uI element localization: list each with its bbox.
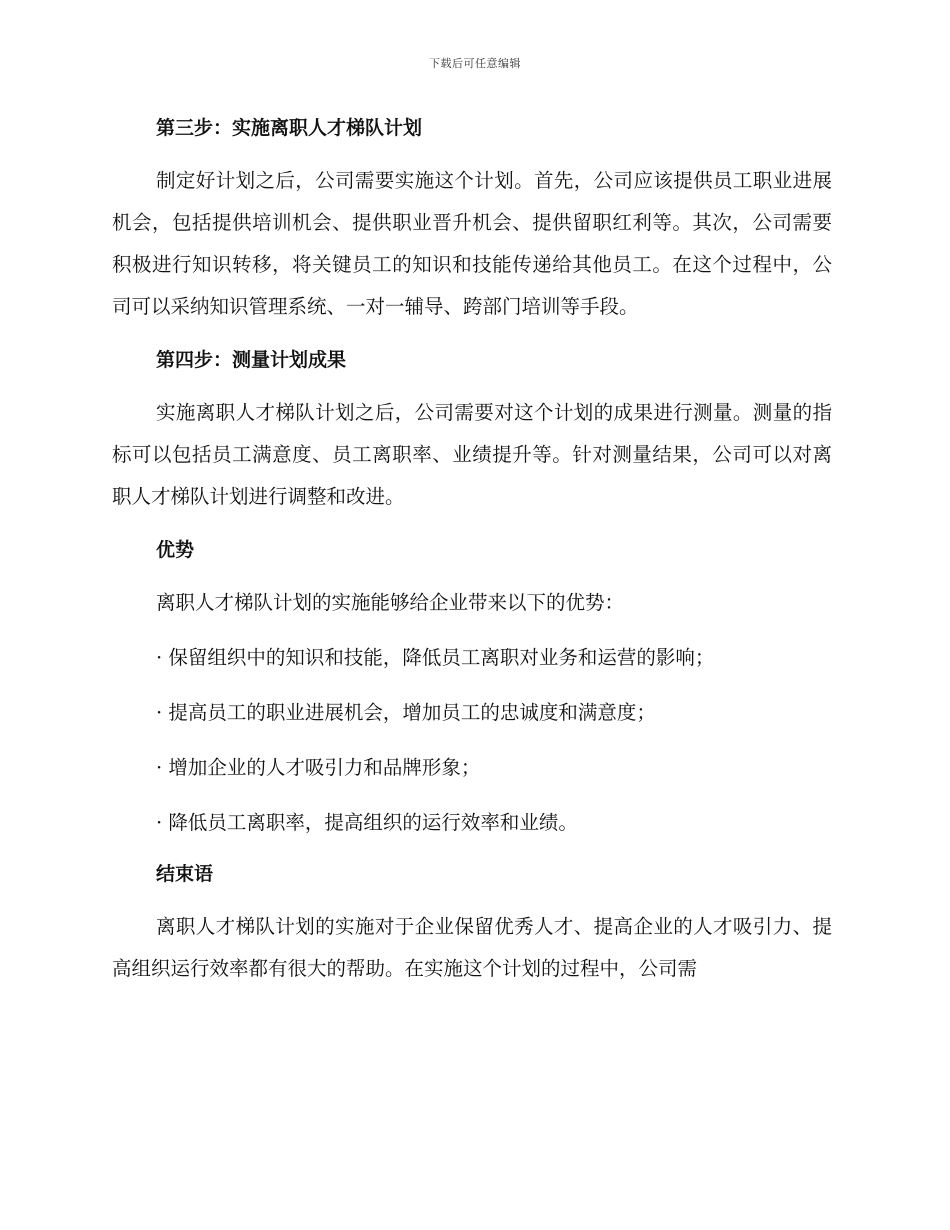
advantage-item: · 保留组织中的知识和技能，降低员工离职对业务和运营的影响；: [156, 646, 715, 669]
advantages-intro: 离职人才梯队计划的实施能够给企业带来以下的优势：: [156, 591, 625, 614]
step4-heading: 第四步：测量计划成果: [156, 349, 347, 371]
conclusion-heading: 结束语: [156, 863, 214, 885]
page-header: 下载后可任意编辑: [429, 57, 521, 70]
advantage-item: · 增加企业的人才吸引力和品牌形象；: [156, 756, 481, 779]
page-content: [112, 108, 832, 1002]
advantages-heading: 优势: [156, 539, 195, 561]
step4-paragraph: 实施离职人才梯队计划之后，公司需要对这个计划的成果进行测量。测量的指标可以包括员工满意度、员工离职率、业绩提升等。针对测量结果，公司可以对离职人才梯队计划进行调整和改进。: [112, 401, 832, 508]
step3-heading: 第三步：实施离职人才梯队计划: [156, 117, 423, 139]
step3-paragraph: 制定好计划之后，公司需要实施这个计划。首先，公司应该提供员工职业进展机会，包括提供培训机会、提供职业晋升机会、提供留职红利等。其次，公司需要积极进行知识转移，将关键员工的知识和技能传递给其他员工。在这个过程中，公司可以采纳知识管理系统、一对一辅导、跨部门培训等手段。: [112, 169, 832, 318]
conclusion-paragraph: 离职人才梯队计划的实施对于企业保留优秀人才、提高企业的人才吸引力、提高组织运行效率都有很大的帮助。在实施这个计划的过程中，公司需: [112, 915, 832, 980]
advantage-item: · 提高员工的职业进展机会，增加员工的忠诚度和满意度；: [156, 701, 656, 724]
advantage-item: · 降低员工离职率，提高组织的运行效率和业绩。: [156, 811, 578, 834]
